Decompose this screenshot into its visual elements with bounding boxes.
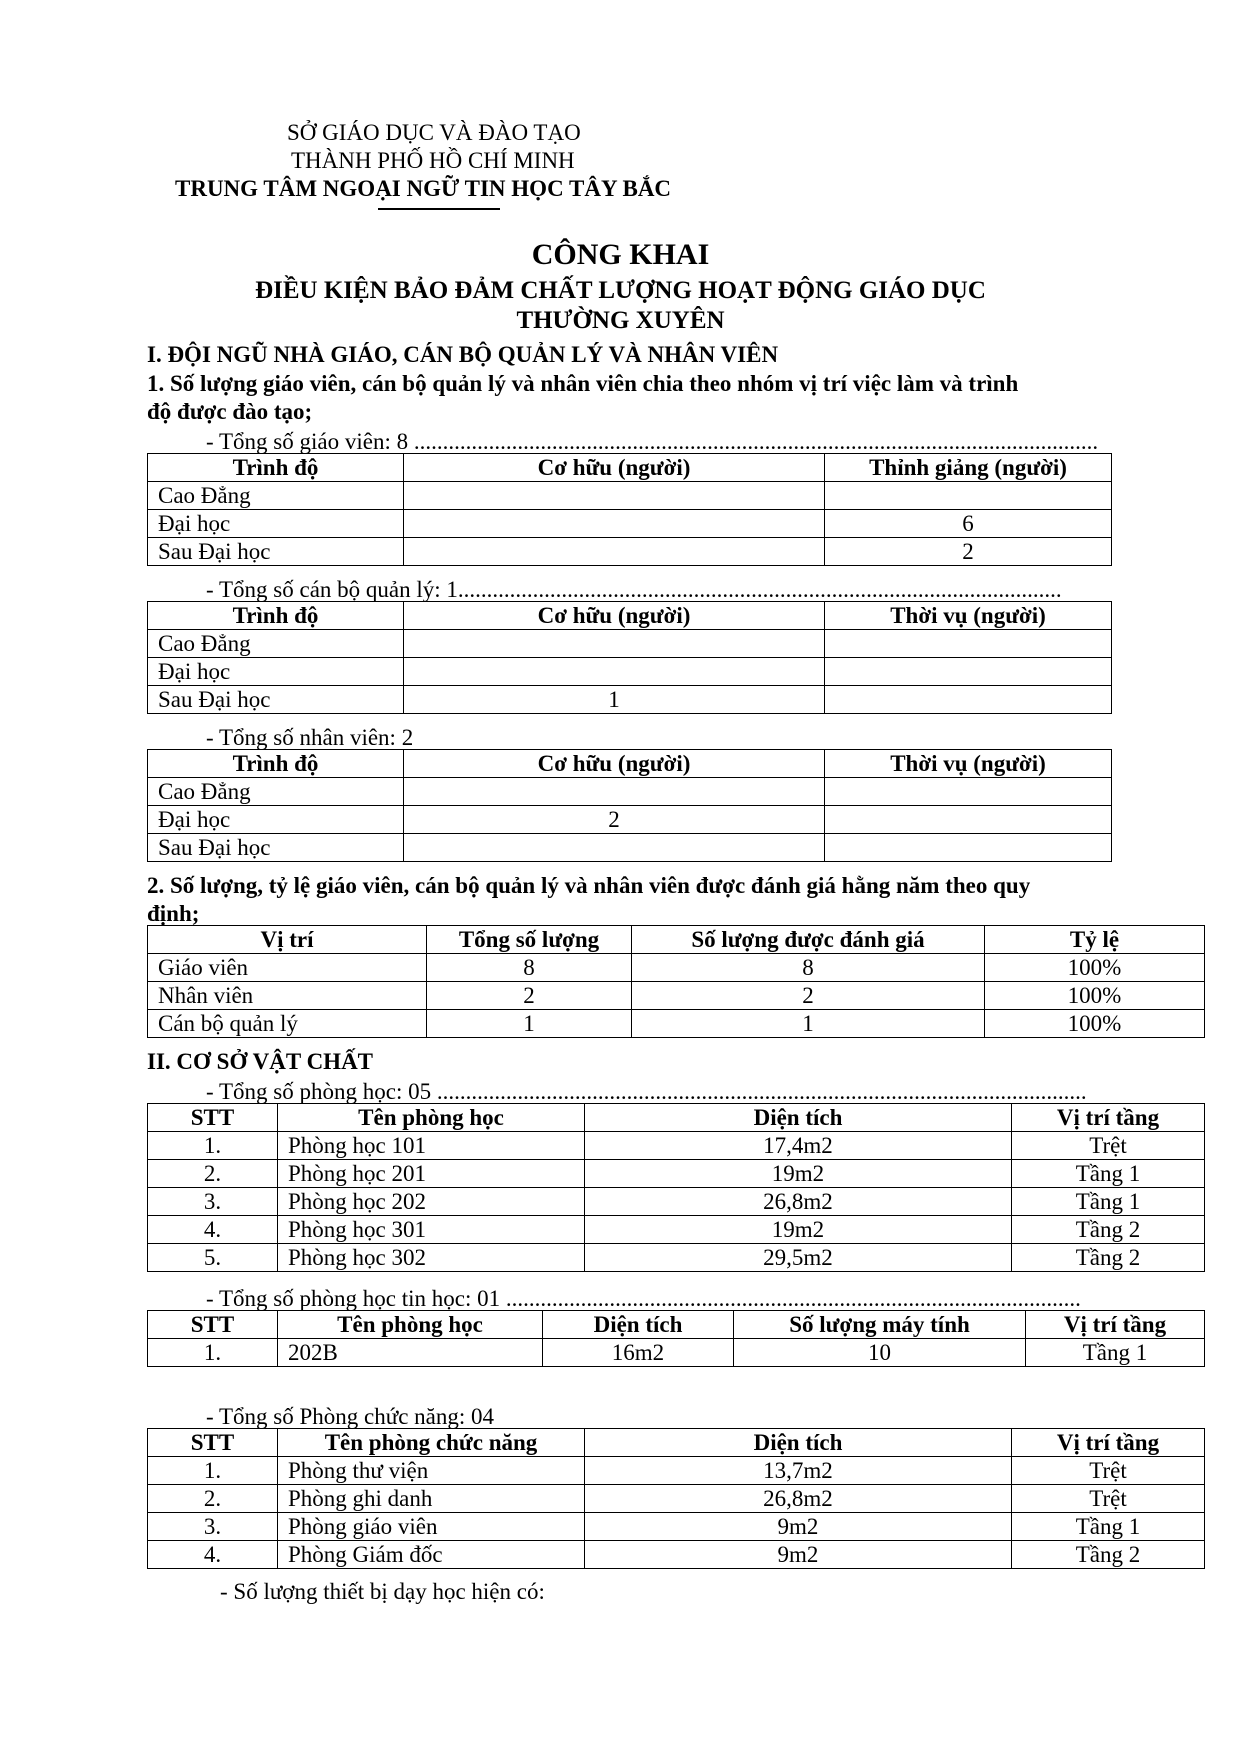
table-cell: 100%	[985, 954, 1205, 982]
table-cell: Phòng học 301	[278, 1216, 585, 1244]
item-1-line-1: 1. Số lượng giáo viên, cán bộ quản lý và nhân viên chia theo nhóm vị trí việc làm và trình	[147, 371, 1019, 396]
header-cell: Diện tích	[585, 1429, 1012, 1457]
table-cell: Nhân viên	[148, 982, 427, 1010]
table-row	[148, 982, 1205, 1010]
table-row	[148, 658, 1112, 686]
it-rooms-total: - Tổng số phòng học tin học: 01 ....................................................................................................	[206, 1286, 1081, 1311]
table-cell: Phòng học 201	[278, 1160, 585, 1188]
table-cell	[825, 630, 1112, 658]
table-cell	[404, 778, 825, 806]
header-cell: Diện tích	[585, 1104, 1012, 1132]
table-cell	[825, 778, 1112, 806]
table-cell: 6	[825, 510, 1112, 538]
classrooms-total: - Tổng số phòng học: 05 .................................................................................................................	[206, 1079, 1087, 1104]
table-row	[148, 806, 1112, 834]
table-cell: Sau Đại học	[148, 686, 404, 714]
header-cell: Trình độ	[148, 454, 404, 482]
table-cell: Tầng 1	[1012, 1513, 1205, 1541]
header-cell: STT	[148, 1104, 278, 1132]
table-cell: Phòng ghi danh	[278, 1485, 585, 1513]
staff-table	[147, 749, 1112, 862]
header-cell: Số lượng được đánh giá	[632, 926, 985, 954]
table-row	[148, 1216, 1205, 1244]
header-cell: Cơ hữu (người)	[404, 750, 825, 778]
table-cell: Tầng 1	[1012, 1160, 1205, 1188]
table-cell: 1	[404, 686, 825, 714]
teachers-table	[147, 453, 1112, 566]
equipment-line: - Số lượng thiết bị dạy học hiện có:	[220, 1579, 545, 1604]
header-cell: Tên phòng học	[278, 1311, 543, 1339]
table-cell: Đại học	[148, 510, 404, 538]
table-cell: 8	[632, 954, 985, 982]
table-cell: 2	[632, 982, 985, 1010]
table-cell: 4.	[148, 1541, 278, 1569]
header-divider	[378, 208, 500, 210]
center-name: TRUNG TÂM NGOẠI NGỮ TIN HỌC TÂY BẮC	[175, 176, 672, 201]
table-row	[148, 686, 1112, 714]
table-cell: 3.	[148, 1513, 278, 1541]
header-cell: STT	[148, 1311, 278, 1339]
table-row	[148, 1010, 1205, 1038]
table-row	[148, 630, 1112, 658]
evaluation-table	[147, 925, 1205, 1038]
table-row	[148, 1132, 1205, 1160]
table-cell: 2	[825, 538, 1112, 566]
header-cell: Thỉnh giảng (người)	[825, 454, 1112, 482]
table-row	[148, 1160, 1205, 1188]
table-header-row	[148, 1429, 1205, 1457]
table-cell: 5.	[148, 1244, 278, 1272]
managers-total: - Tổng số cán bộ quản lý: 1.........................................................................................................	[206, 577, 1062, 602]
dept-name: SỞ GIÁO DỤC VÀ ĐÀO TẠO	[287, 120, 581, 145]
function-rooms-total: - Tổng số Phòng chức năng: 04	[206, 1404, 495, 1429]
table-cell: 100%	[985, 1010, 1205, 1038]
table-cell: 26,8m2	[585, 1485, 1012, 1513]
header-cell: Trình độ	[148, 602, 404, 630]
managers-table	[147, 601, 1112, 714]
doc-subtitle-2: THƯỜNG XUYÊN	[516, 307, 725, 334]
table-row	[148, 1513, 1205, 1541]
table-row	[148, 510, 1112, 538]
header-cell: Diện tích	[543, 1311, 734, 1339]
table-cell: 19m2	[585, 1216, 1012, 1244]
header-cell: Tên phòng học	[278, 1104, 585, 1132]
header-cell: STT	[148, 1429, 278, 1457]
table-cell: Cán bộ quản lý	[148, 1010, 427, 1038]
item-1-line-2: độ được đào tạo;	[147, 399, 313, 424]
it-rooms-table	[147, 1310, 1205, 1367]
table-cell: Trệt	[1012, 1132, 1205, 1160]
table-row	[148, 1485, 1205, 1513]
classrooms-table	[147, 1103, 1205, 1272]
table-cell: Phòng giáo viên	[278, 1513, 585, 1541]
table-header-row	[148, 750, 1112, 778]
header-cell: Vị trí tầng	[1026, 1311, 1205, 1339]
table-cell: Giáo viên	[148, 954, 427, 982]
section-1-heading: I. ĐỘI NGŨ NHÀ GIÁO, CÁN BỘ QUẢN LÝ VÀ NHÂN VIÊN	[147, 342, 779, 367]
table-cell: Cao Đẳng	[148, 778, 404, 806]
header-cell: Thời vụ (người)	[825, 750, 1112, 778]
city-name: THÀNH PHỐ HỒ CHÍ MINH	[291, 148, 575, 173]
table-cell: 8	[427, 954, 632, 982]
table-cell	[404, 630, 825, 658]
table-cell: 1	[632, 1010, 985, 1038]
table-cell: Tầng 1	[1026, 1339, 1205, 1367]
table-cell: Phòng Giám đốc	[278, 1541, 585, 1569]
table-cell: 1	[427, 1010, 632, 1038]
table-row	[148, 538, 1112, 566]
header-cell: Tên phòng chức năng	[278, 1429, 585, 1457]
table-header-row	[148, 1311, 1205, 1339]
table-cell: 1.	[148, 1457, 278, 1485]
table-cell: Tầng 2	[1012, 1244, 1205, 1272]
header-cell: Vị trí tầng	[1012, 1104, 1205, 1132]
staff-total: - Tổng số nhân viên: 2	[206, 725, 414, 750]
table-cell: Phòng học 302	[278, 1244, 585, 1272]
table-cell	[825, 806, 1112, 834]
section-2-heading: II. CƠ SỞ VẬT CHẤT	[147, 1049, 374, 1074]
table-cell: Trệt	[1012, 1485, 1205, 1513]
table-header-row	[148, 602, 1112, 630]
table-cell: 1.	[148, 1132, 278, 1160]
table-row	[148, 778, 1112, 806]
table-cell: 202B	[278, 1339, 543, 1367]
table-cell: 4.	[148, 1216, 278, 1244]
table-cell	[404, 510, 825, 538]
table-row	[148, 954, 1205, 982]
table-row	[148, 1244, 1205, 1272]
table-row	[148, 1339, 1205, 1367]
table-row	[148, 834, 1112, 862]
table-header-row	[148, 454, 1112, 482]
table-cell	[825, 834, 1112, 862]
table-header-row	[148, 1104, 1205, 1132]
table-cell: 100%	[985, 982, 1205, 1010]
table-cell: 19m2	[585, 1160, 1012, 1188]
table-cell: Tầng 2	[1012, 1541, 1205, 1569]
table-cell: Phòng thư viện	[278, 1457, 585, 1485]
table-cell: 29,5m2	[585, 1244, 1012, 1272]
table-cell: Tầng 2	[1012, 1216, 1205, 1244]
function-rooms-table	[147, 1428, 1205, 1569]
table-cell	[404, 538, 825, 566]
table-cell: 2	[427, 982, 632, 1010]
table-cell: Trệt	[1012, 1457, 1205, 1485]
table-cell: 2.	[148, 1160, 278, 1188]
table-cell: 17,4m2	[585, 1132, 1012, 1160]
table-cell	[825, 658, 1112, 686]
table-cell	[404, 834, 825, 862]
header-cell: Vị trí tầng	[1012, 1429, 1205, 1457]
table-cell	[404, 658, 825, 686]
table-cell: 26,8m2	[585, 1188, 1012, 1216]
header-cell: Thời vụ (người)	[825, 602, 1112, 630]
table-cell: Phòng học 101	[278, 1132, 585, 1160]
table-cell: Cao Đẳng	[148, 482, 404, 510]
header-cell: Tỷ lệ	[985, 926, 1205, 954]
table-cell: 16m2	[543, 1339, 734, 1367]
table-cell: 3.	[148, 1188, 278, 1216]
header-cell: Cơ hữu (người)	[404, 454, 825, 482]
table-cell: 9m2	[585, 1513, 1012, 1541]
doc-subtitle-1: ĐIỀU KIỆN BẢO ĐẢM CHẤT LƯỢNG HOẠT ĐỘNG GIÁO DỤC	[255, 277, 986, 304]
table-cell: Phòng học 202	[278, 1188, 585, 1216]
table-cell: 2.	[148, 1485, 278, 1513]
table-cell: Tầng 1	[1012, 1188, 1205, 1216]
table-row	[148, 1188, 1205, 1216]
teachers-total: - Tổng số giáo viên: 8 .......................................................................................................................	[206, 429, 1099, 454]
table-row	[148, 1457, 1205, 1485]
header-cell: Cơ hữu (người)	[404, 602, 825, 630]
table-cell: 13,7m2	[585, 1457, 1012, 1485]
table-cell	[825, 482, 1112, 510]
table-cell: 2	[404, 806, 825, 834]
table-cell	[404, 482, 825, 510]
table-cell: 1.	[148, 1339, 278, 1367]
item-2-line-2: định;	[147, 901, 200, 926]
table-cell: 10	[734, 1339, 1026, 1367]
table-cell: Đại học	[148, 806, 404, 834]
header-cell: Trình độ	[148, 750, 404, 778]
table-cell: 9m2	[585, 1541, 1012, 1569]
table-cell: Đại học	[148, 658, 404, 686]
table-header-row	[148, 926, 1205, 954]
table-row	[148, 482, 1112, 510]
table-cell: Sau Đại học	[148, 834, 404, 862]
table-cell: Cao Đẳng	[148, 630, 404, 658]
item-2-line-1: 2. Số lượng, tỷ lệ giáo viên, cán bộ quản lý và nhân viên được đánh giá hằng năm theo quy	[147, 873, 1031, 898]
doc-title: CÔNG KHAI	[531, 238, 710, 271]
table-row	[148, 1541, 1205, 1569]
header-cell: Số lượng máy tính	[734, 1311, 1026, 1339]
table-cell: Sau Đại học	[148, 538, 404, 566]
header-cell: Tổng số lượng	[427, 926, 632, 954]
table-cell	[825, 686, 1112, 714]
header-cell: Vị trí	[148, 926, 427, 954]
